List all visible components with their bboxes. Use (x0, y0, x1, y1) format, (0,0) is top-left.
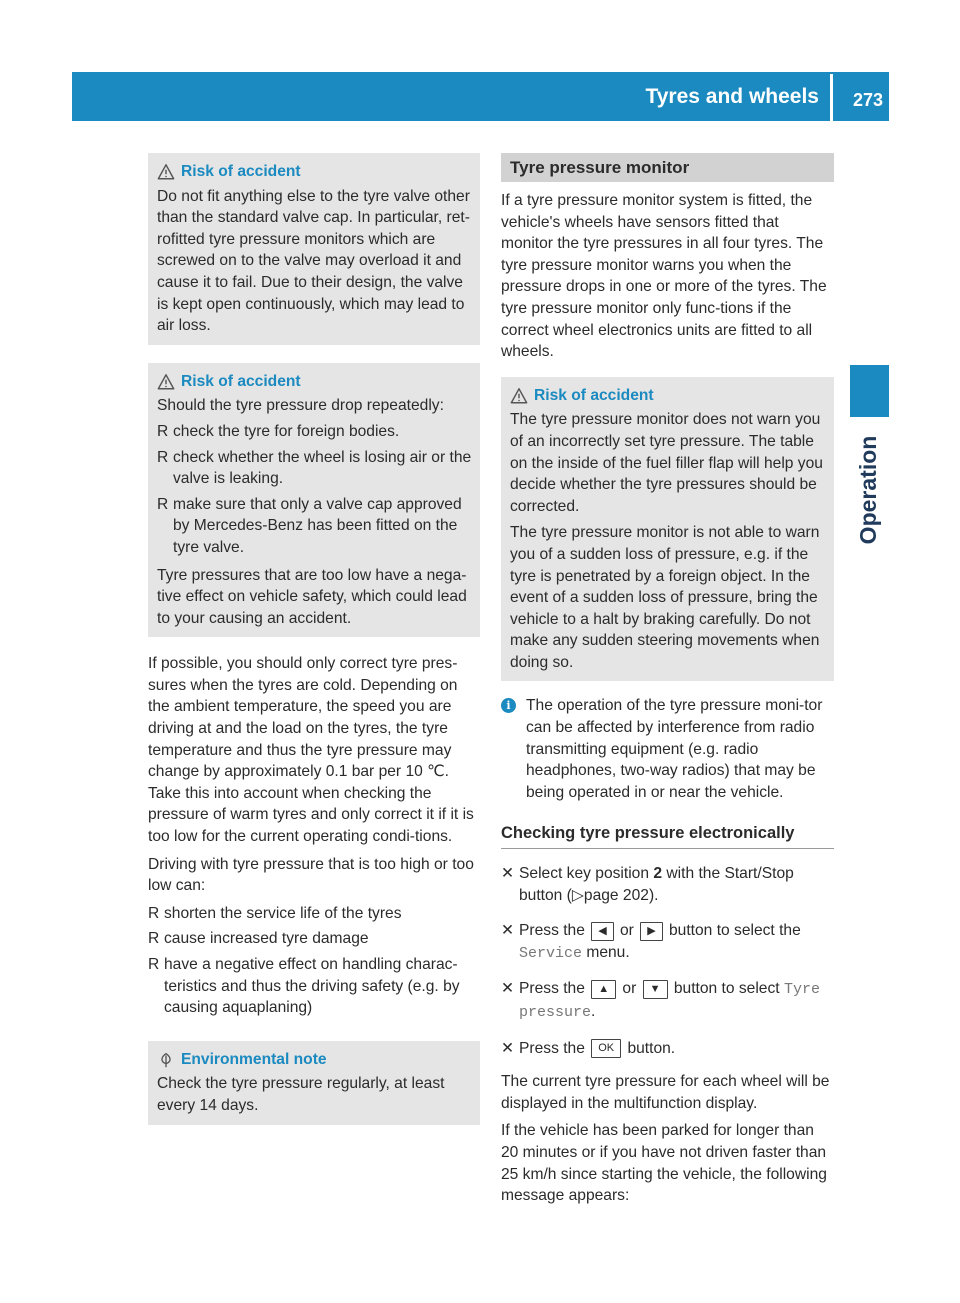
ok-key-icon: OK (591, 1039, 621, 1058)
warning-title (157, 161, 472, 183)
side-tab-text: Operation (855, 435, 882, 545)
right-column (501, 153, 834, 1207)
subheading: Checking tyre pressure electronically (501, 823, 834, 849)
instruction-step: ✕ Press the OK button. (501, 1038, 834, 1060)
list-item: R check whether the wheel is losing air or the valve is leaking. (157, 448, 472, 488)
warning-triangle-icon (157, 163, 175, 181)
warning-triangle-icon (157, 373, 175, 391)
warning-intro: Should the tyre pressure drop repeatedly: (157, 397, 444, 415)
list-item: R check the tyre for foreign bodies. (157, 422, 400, 440)
body-paragraph: If possible, you should only correct tyre pres-sures when the tyres are cold. Depending on the ambient temperature, the speed you are driving at and the load on the tyres, the tyre temperature and thus the tyre pressure may change by approximately 0.1 bar per 10 ℃. Take this into account when checking the pressure of warm tyres and only correct it if it is too low for the current operating condi-tions. (148, 655, 474, 846)
env-note-title (157, 1049, 472, 1071)
info-icon: i (501, 698, 516, 713)
menu-item-name: Tyre pressure (519, 981, 820, 1021)
header-divider (830, 74, 833, 121)
info-text: The operation of the tyre pressure moni-tor can be affected by interference from radio transmitting equipment (e.g. radio headphones, two-way radios) that may be being operated in or near the vehicle. (526, 697, 823, 801)
warning-text: The tyre pressure monitor does not warn you of an incorrectly set tyre pressure. The table on the inside of the fuel filler flap will help you decide whether the tyre pressures should be corrected. (510, 411, 823, 515)
menu-name: Service (519, 944, 583, 962)
step-arrow-icon: ✕ (501, 922, 515, 940)
instruction-step: ✕ Select key position 2 with the Start/Stop button (▷page 202). (501, 863, 834, 906)
warning-text: The tyre pressure monitor is not able to warn you of a sudden loss of pressure, e.g. if the tyre is penetrated by a foreign object. In the event of a sudden loss of pressure, bring the vehicle to a halt by braking carefully. Do not make any sudden steering movements when doing so. (510, 524, 820, 671)
warning-triangle-icon (510, 387, 528, 405)
warning-box-pressure-drop (148, 363, 480, 638)
side-tab-marker (850, 365, 889, 417)
environmental-note-box (148, 1041, 480, 1125)
body-paragraph: If a tyre pressure monitor system is fitted, the vehicle's wheels have sensors fitted that monitor the tyre pressures in all four tyres. The tyre pressure monitor warns you when the pressure drops in one or more of the tyres. The tyre pressure monitor only func-tions if the correct wheel electronics units are fitted to all wheels. (501, 192, 827, 361)
warning-outro: Tyre pressures that are too low have a nega-tive effect on vehicle safety, which could lead to your causing an accident. (157, 566, 467, 627)
list-item: R cause increased tyre damage (148, 930, 369, 948)
header-bar (72, 72, 889, 121)
page-ref-arrow-icon: ▷ (571, 886, 584, 904)
env-note-text: Check the tyre pressure regularly, at least every 14 days. (157, 1075, 445, 1114)
body-paragraph: Driving with tyre pressure that is too high or too low can: (148, 855, 474, 895)
env-note-title-text: Environmental note (181, 1050, 327, 1068)
warning-title-text: Risk of accident (181, 163, 301, 180)
warning-title (510, 385, 826, 407)
right-arrow-key-icon: ▶ (640, 922, 662, 941)
down-arrow-key-icon: ▼ (643, 980, 668, 999)
warning-title-text: Risk of accident (534, 386, 654, 404)
side-tab-label (848, 430, 890, 550)
warning-title-text: Risk of accident (181, 372, 301, 390)
warning-box-monitor (501, 377, 834, 682)
up-arrow-key-icon: ▲ (591, 980, 616, 999)
warning-text: Do not fit anything else to the tyre valve other than the standard valve cap. In particular, ret-rofitted tyre pressure monitors which are screwed on to the valve may overload it and cause it to fail. Due to their design, the valve is kept open continuously, which may lead to air loss. (157, 187, 470, 335)
page-reference-link[interactable]: page 202 (583, 886, 649, 904)
body-paragraph: If the vehicle has been parked for longer than 20 minutes or if you have not driven faster than 25 km/h since starting the vehicle, the following message appears: (501, 1122, 827, 1205)
chapter-title: Tyres and wheels (645, 85, 819, 108)
list-item: R shorten the service life of the tyres (148, 904, 402, 922)
step-arrow-icon: ✕ (501, 1039, 515, 1057)
step-arrow-icon: ✕ (501, 980, 515, 998)
page-number: 273 (852, 90, 883, 110)
body-paragraph: The current tyre pressure for each wheel will be displayed in the multifunction display. (501, 1073, 830, 1112)
warning-title (157, 371, 472, 393)
left-arrow-key-icon: ◀ (591, 922, 613, 941)
info-note (501, 695, 834, 803)
step-arrow-icon: ✕ (501, 865, 515, 883)
instruction-step: ✕ Press the ◀ or ▶ button to select the Service menu. (501, 920, 834, 964)
leaf-icon (157, 1051, 175, 1069)
list-item: R make sure that only a valve cap approved by Mercedes-Benz has been fitted on the tyre valve. (157, 495, 462, 556)
section-heading: Tyre pressure monitor (501, 153, 834, 182)
warning-box-valve (148, 153, 480, 345)
list-item: R have a negative effect on handling charac-teristics and thus the driving safety (e.g. by causing aquaplaning) (148, 956, 460, 1017)
instruction-step: ✕ Press the ▲ or ▼ button to select Tyre pressure. (501, 978, 834, 1023)
left-column (148, 153, 480, 1125)
